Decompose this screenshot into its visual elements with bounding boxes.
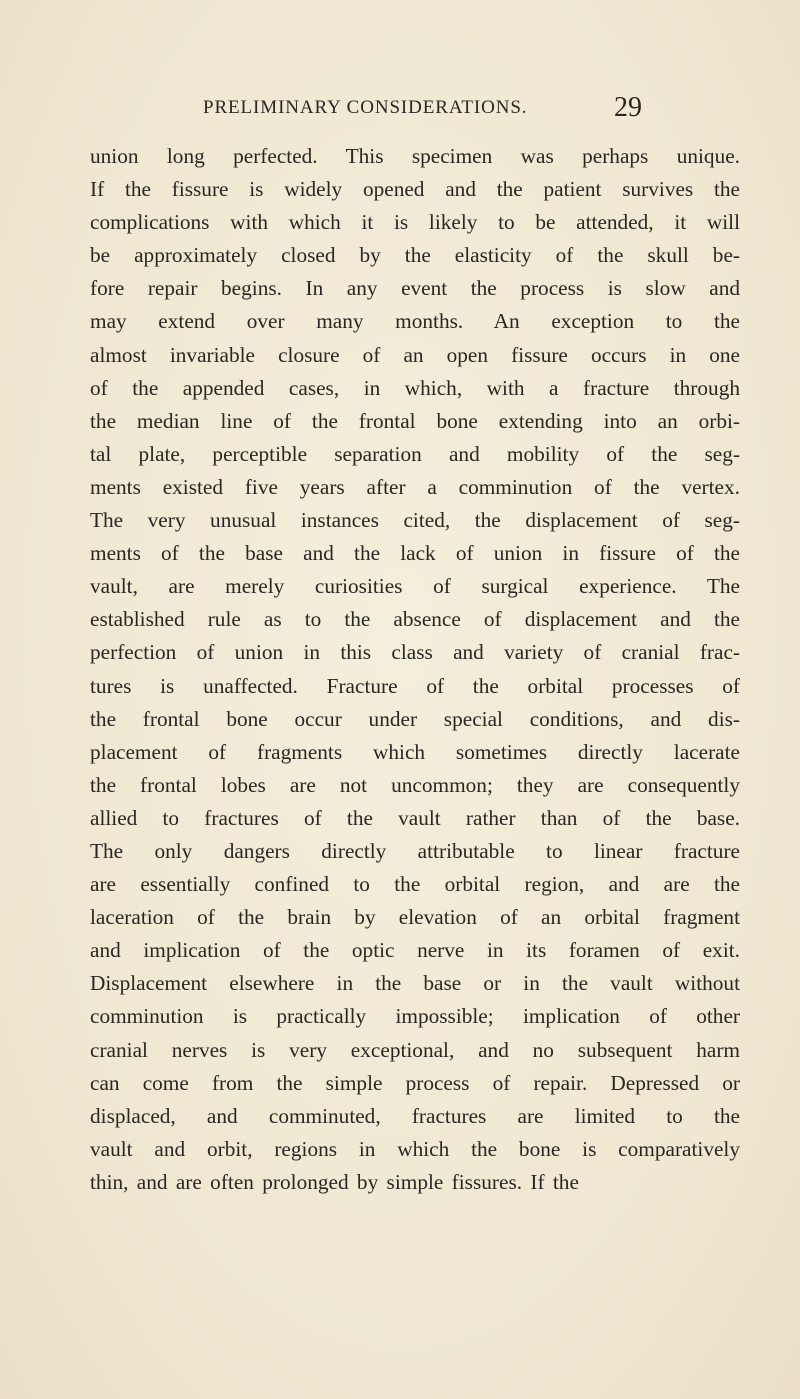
text-line: allied to fractures of the vault rather than of the base. [90, 805, 740, 830]
text-line: perfection of union in this class and variety of cranial frac- [90, 640, 740, 665]
text-line: union long perfected. This specimen was perhaps unique. [90, 144, 740, 168]
text-line: ments existed five years after a comminution of the vertex. [90, 474, 740, 499]
text-line: The very unusual instances cited, the displacement of seg- [90, 508, 740, 533]
text-line: are essentially confined to the orbital region, and are the [90, 872, 740, 897]
text-line: laceration of the brain by elevation of an orbital fragment [90, 905, 740, 930]
text-line: vault, are merely curiosities of surgical experience. The [90, 574, 740, 599]
body-text [90, 140, 740, 1199]
text-line: Displacement elsewhere in the base or in the vault without [90, 971, 740, 996]
page-number: 29 [614, 92, 642, 123]
text-line: fore repair begins. In any event the process is slow and [90, 276, 740, 301]
text-line: placement of fragments which sometimes directly lacerate [90, 739, 740, 764]
text-line: If the fissure is widely opened and the patient survives the [90, 177, 740, 202]
text-line: ments of the base and the lack of union in fissure of the [90, 541, 740, 566]
text-line: complications with which it is likely to be attended, it will [90, 210, 740, 235]
text-line: almost invariable closure of an open fissure occurs in one [90, 342, 740, 367]
running-head-title: PRELIMINARY CONSIDERATIONS. [203, 97, 528, 118]
text-line: the frontal lobes are not uncommon; they are consequently [90, 772, 740, 797]
text-line: and implication of the optic nerve in its foramen of exit. [90, 938, 740, 963]
text-line: displaced, and comminuted, fractures are limited to the [90, 1103, 740, 1128]
text-line: comminution is practically impossible; implication of other [90, 1004, 740, 1029]
text-line: vault and orbit, regions in which the bone is comparatively [90, 1136, 740, 1161]
text-line: of the appended cases, in which, with a fracture through [90, 375, 740, 400]
text-line: the frontal bone occur under special conditions, and dis- [90, 706, 740, 731]
text-line: may extend over many months. An exception to the [90, 309, 740, 334]
text-line: be approximately closed by the elasticity of the skull be- [90, 243, 740, 268]
text-line: cranial nerves is very exceptional, and no subsequent harm [90, 1037, 740, 1062]
running-head [0, 92, 800, 136]
text-line: tures is unaffected. Fracture of the orbital processes of [90, 673, 740, 698]
text-line: tal plate, perceptible separation and mobility of the seg- [90, 441, 740, 466]
text-line: thin, and are often prolonged by simple fissures. If the [90, 1169, 579, 1194]
text-line: can come from the simple process of repair. Depressed or [90, 1070, 740, 1095]
text-line: the median line of the frontal bone extending into an orbi- [90, 408, 740, 433]
text-line: established rule as to the absence of displacement and the [90, 607, 740, 632]
text-line: The only dangers directly attributable to linear fracture [90, 838, 740, 863]
